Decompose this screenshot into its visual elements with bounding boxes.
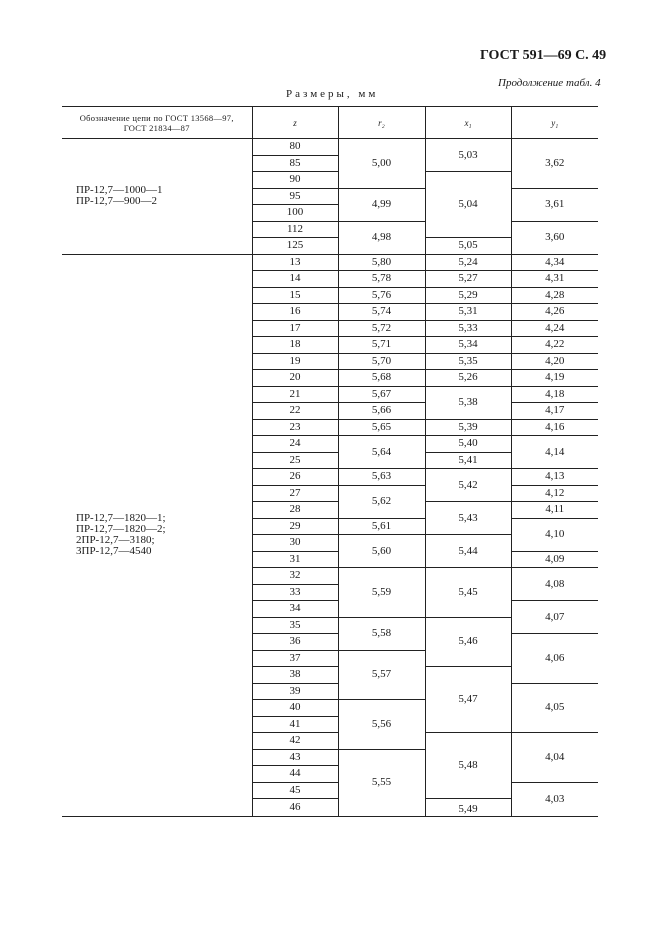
chain-designation-group1 [62,139,252,255]
z-cell: 125 [252,238,338,255]
r2-cell: 5,78 [338,271,425,288]
y1-cell: 4,08 [511,568,598,601]
y1-cell: 4,06 [511,634,598,684]
z-cell: 36 [252,634,338,651]
chain-name: ПР-12,7—1820—2; [76,523,166,535]
z-cell: 80 [252,139,338,156]
r2-cell: 5,65 [338,419,425,436]
z-cell: 23 [252,419,338,436]
x1-cell: 5,40 [425,436,511,453]
r2-cell: 5,60 [338,535,425,568]
z-cell: 34 [252,601,338,618]
z-cell: 14 [252,271,338,288]
r2-cell: 5,56 [338,700,425,750]
r2-cell: 5,67 [338,386,425,403]
y1-cell: 4,10 [511,518,598,551]
r2-cell: 5,80 [338,254,425,271]
r2-cell: 4,98 [338,221,425,254]
r2-cell: 4,99 [338,188,425,221]
x1-cell: 5,26 [425,370,511,387]
sizes-caption: Размеры, мм [286,88,379,100]
z-cell: 42 [252,733,338,750]
z-cell: 33 [252,584,338,601]
r2-cell: 5,55 [338,749,425,816]
r2-cell: 5,00 [338,139,425,189]
table-row [62,254,598,271]
r2-cell: 5,71 [338,337,425,354]
table-header-row [62,107,598,139]
y1-cell: 4,04 [511,733,598,783]
chain-name: 3ПР-12,7—4540 [76,545,152,557]
r2-cell: 5,59 [338,568,425,618]
y1-cell: 3,62 [511,139,598,189]
x1-cell: 5,45 [425,568,511,618]
y1-cell: 4,17 [511,403,598,420]
x1-cell: 5,24 [425,254,511,271]
dimensions-table [62,106,598,817]
x1-cell: 5,44 [425,535,511,568]
r2-cell: 5,57 [338,650,425,700]
chain-name: ПР-12,7—1820—1; [76,512,166,524]
x1-cell: 5,27 [425,271,511,288]
column-header-z: z [252,107,338,139]
chain-designation-group2 [62,254,252,816]
y1-cell: 3,60 [511,221,598,254]
x1-cell: 5,46 [425,617,511,667]
z-cell: 19 [252,353,338,370]
z-cell: 95 [252,188,338,205]
y1-cell: 4,03 [511,782,598,816]
r2-cell: 5,58 [338,617,425,650]
table-continuation-label: Продолжение табл. 4 [498,77,601,89]
z-cell: 16 [252,304,338,321]
y1-cell: 4,14 [511,436,598,469]
x1-cell: 5,33 [425,320,511,337]
z-cell: 31 [252,551,338,568]
z-cell: 44 [252,766,338,783]
y1-cell: 4,22 [511,337,598,354]
y1-cell: 4,12 [511,485,598,502]
y1-cell: 4,09 [511,551,598,568]
column-header-r2: r₂ [338,107,425,139]
r2-cell: 5,70 [338,353,425,370]
y1-cell: 4,20 [511,353,598,370]
x1-cell: 5,31 [425,304,511,321]
y1-cell: 4,26 [511,304,598,321]
r2-cell: 5,76 [338,287,425,304]
z-cell: 46 [252,799,338,817]
z-cell: 28 [252,502,338,519]
r2-cell: 5,72 [338,320,425,337]
x1-cell: 5,29 [425,287,511,304]
x1-cell: 5,39 [425,419,511,436]
r2-cell: 5,62 [338,485,425,518]
y1-cell: 4,34 [511,254,598,271]
r2-cell: 5,68 [338,370,425,387]
x1-cell: 5,48 [425,733,511,799]
column-header-designation [62,107,252,139]
x1-cell: 5,47 [425,667,511,733]
z-cell: 32 [252,568,338,585]
z-cell: 85 [252,155,338,172]
y1-cell: 4,13 [511,469,598,486]
y1-cell: 3,61 [511,188,598,221]
column-header-x1: x₁ [425,107,511,139]
z-cell: 17 [252,320,338,337]
r2-cell: 5,63 [338,469,425,486]
x1-cell: 5,43 [425,502,511,535]
z-cell: 37 [252,650,338,667]
chain-name: ПР-12,7—1000—1 [76,184,163,197]
z-cell: 24 [252,436,338,453]
z-cell: 29 [252,518,338,535]
z-cell: 90 [252,172,338,189]
z-cell: 18 [252,337,338,354]
z-cell: 112 [252,221,338,238]
z-cell: 30 [252,535,338,552]
column-header-designation-line1: Обозначение цепи по ГОСТ 13568—97, [79,112,234,123]
z-cell: 13 [252,254,338,271]
y1-cell: 4,05 [511,683,598,733]
chain-name: ПР-12,7—900—2 [76,195,157,208]
z-cell: 43 [252,749,338,766]
x1-cell: 5,05 [425,238,511,255]
y1-cell: 4,31 [511,271,598,288]
x1-cell: 5,35 [425,353,511,370]
x1-cell: 5,03 [425,139,511,172]
z-cell: 15 [252,287,338,304]
x1-cell: 5,04 [425,172,511,238]
y1-cell: 4,07 [511,601,598,634]
z-cell: 27 [252,485,338,502]
column-header-designation-line2: ГОСТ 21834—87 [123,122,190,133]
z-cell: 38 [252,667,338,684]
z-cell: 25 [252,452,338,469]
x1-cell: 5,41 [425,452,511,469]
y1-cell: 4,16 [511,419,598,436]
z-cell: 35 [252,617,338,634]
x1-cell: 5,42 [425,469,511,502]
y1-cell: 4,18 [511,386,598,403]
y1-cell: 4,19 [511,370,598,387]
z-cell: 21 [252,386,338,403]
z-cell: 100 [252,205,338,222]
r2-cell: 5,64 [338,436,425,469]
r2-cell: 5,74 [338,304,425,321]
z-cell: 20 [252,370,338,387]
z-cell: 41 [252,716,338,733]
z-cell: 26 [252,469,338,486]
x1-cell: 5,38 [425,386,511,419]
y1-cell: 4,28 [511,287,598,304]
z-cell: 22 [252,403,338,420]
x1-cell: 5,49 [425,799,511,817]
z-cell: 39 [252,683,338,700]
y1-cell: 4,24 [511,320,598,337]
page-header-title: ГОСТ 591—69 С. 49 [480,48,607,63]
column-header-y1: y₁ [511,107,598,139]
table-row [62,139,598,156]
z-cell: 45 [252,782,338,799]
chain-name: 2ПР-12,7—3180; [76,534,155,546]
y1-cell: 4,11 [511,502,598,519]
x1-cell: 5,34 [425,337,511,354]
r2-cell: 5,61 [338,518,425,535]
r2-cell: 5,66 [338,403,425,420]
z-cell: 40 [252,700,338,717]
